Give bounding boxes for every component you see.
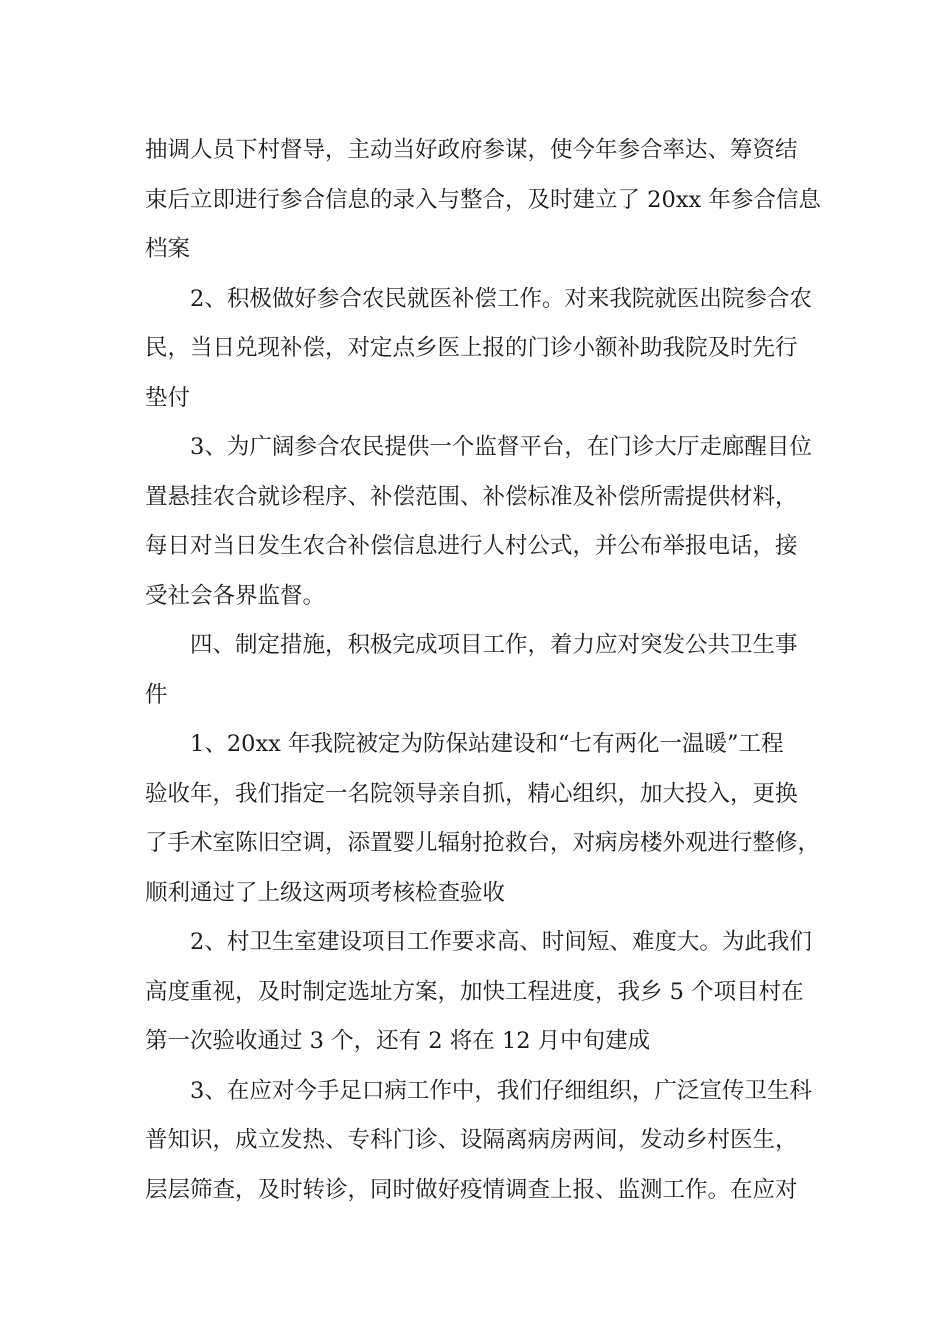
document-body <box>145 126 825 1215</box>
text-line: 档案 <box>145 236 191 262</box>
text-line: 垫付 <box>145 384 191 411</box>
text-line: 普知识，成立发热、专科门诊、设隔离病房两间，发动乡村医生， <box>145 1127 798 1153</box>
paragraph-start-line: 2、村卫生室建设项目工作要求高、时间短、难度大。为此我们 <box>190 929 812 955</box>
text-line: 验收年，我们指定一名院领导亲自抓，精心组织，加大投入，更换 <box>145 780 798 807</box>
paragraph-start-line: 3、在应对今手足口病工作中，我们仔细组织，广泛宣传卫生科 <box>190 1077 812 1104</box>
paragraph-start-line: 3、为广阔参合农民提供一个监督平台，在门诊大厅走廊醒目位 <box>190 434 812 460</box>
text-line: 了手术室陈旧空调，添置婴儿辐射抢救台，对病房楼外观进行整修， <box>145 830 821 856</box>
text-line: 置悬挂农合就诊程序、补偿范围、补偿标准及补偿所需提供材料， <box>145 483 798 510</box>
paragraph-start-line: 1、20xx 年我院被定为防保站建设和“七有两化一温暖”工程 <box>190 731 784 757</box>
text-line: 件 <box>145 681 168 708</box>
text-line: 束后立即进行参合信息的录入与整合，及时建立了 20xx 年参合信息 <box>145 186 821 213</box>
text-line: 顺利通过了上级这两项考核检查验收 <box>145 879 506 906</box>
text-line: 民，当日兑现补偿，对定点乡医上报的门诊小额补助我院及时先行 <box>145 335 798 361</box>
text-line: 第一次验收通过 3 个，还有 2 将在 12 月中旬建成 <box>145 1028 651 1054</box>
text-line: 受社会各界监督。 <box>145 582 326 609</box>
paragraph-start-line: 2、积极做好参合农民就医补偿工作。对来我院就医出院参合农 <box>190 285 812 312</box>
section-heading-line: 四、制定措施，积极完成项目工作，着力应对突发公共卫生事 <box>190 632 798 658</box>
text-line: 层层筛查，及时转诊，同时做好疫情调查上报、监测工作。在应对 <box>145 1176 798 1203</box>
text-line: 每日对当日发生农合补偿信息进行人村公式，并公布举报电话，接 <box>145 533 798 559</box>
text-line: 抽调人员下村督导，主动当好政府参谋，使今年参合率达、筹资结 <box>145 137 798 163</box>
text-line: 高度重视，及时制定选址方案，加快工程进度，我乡 5 个项目村在 <box>145 978 804 1005</box>
